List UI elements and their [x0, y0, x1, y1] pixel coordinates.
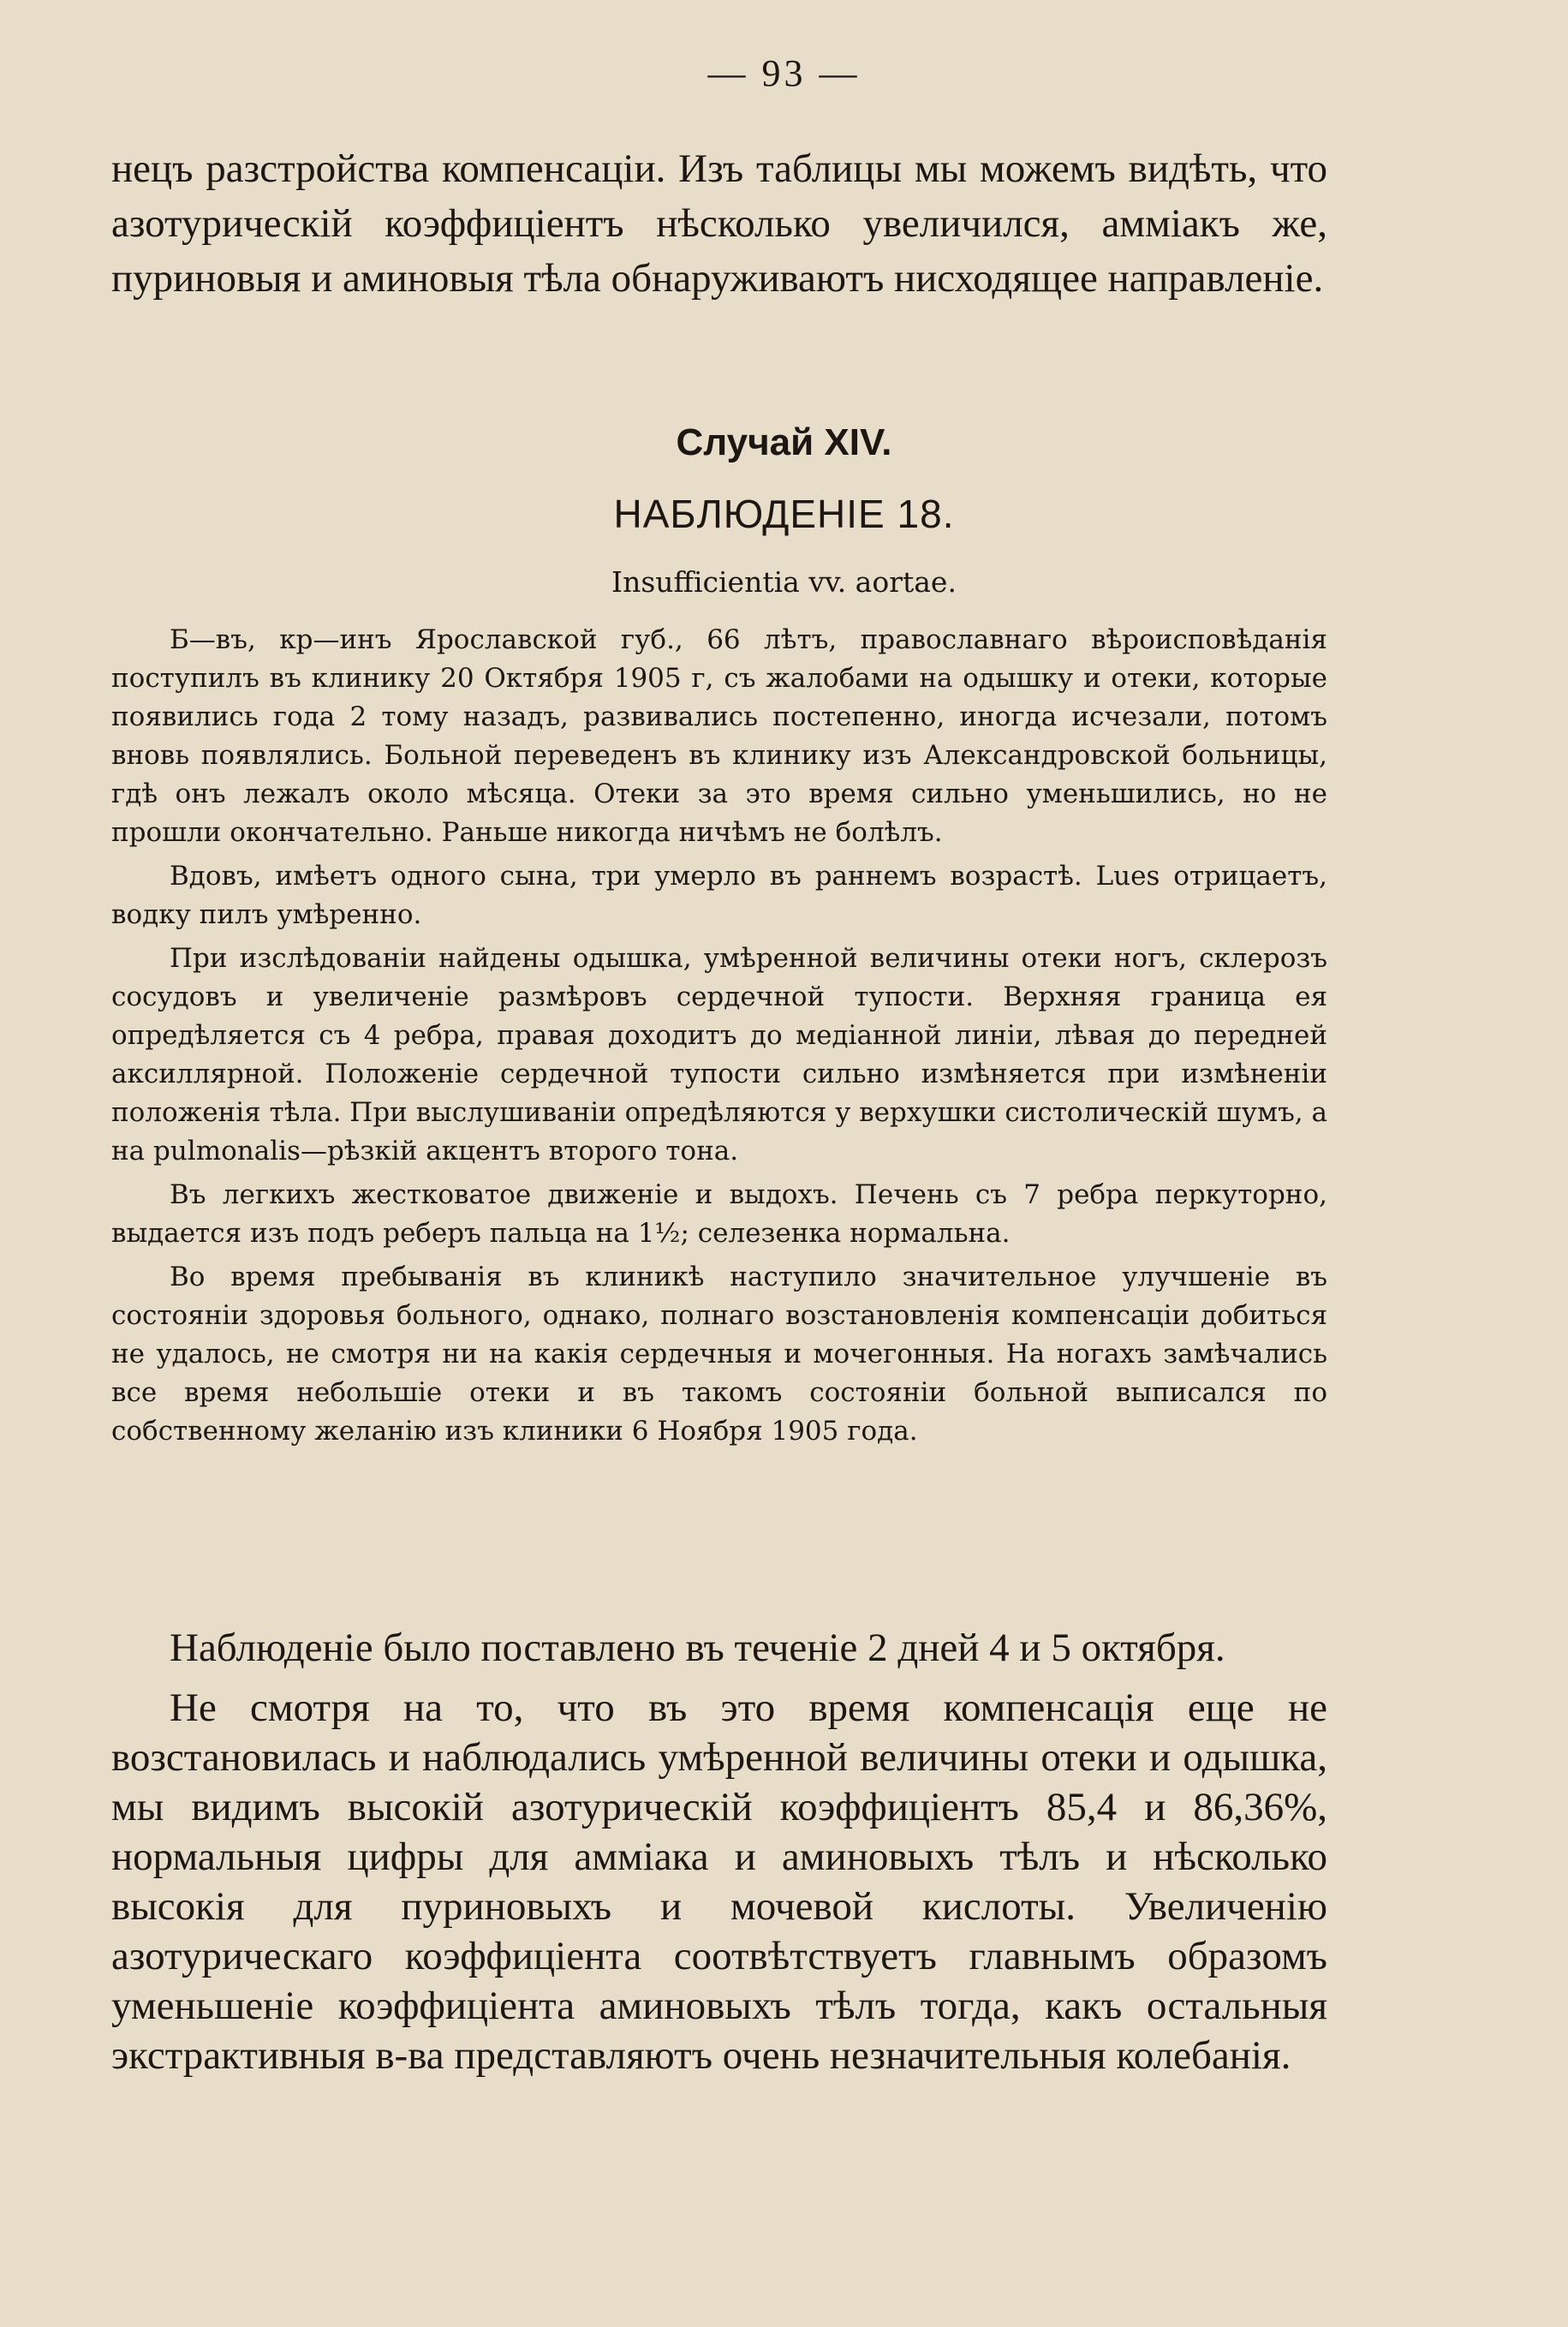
case-history-paragraph: Б—въ, кр—инъ Ярославской губ., 66 лѣтъ, православнаго вѣроисповѣданія поступилъ въ клинику 20 Октября 1905 г, съ жалобами на одышку и отеки, которые появились года 2 тому назадъ, развивались постепенно, иногда исчезали, потомъ вновь появлялись. Больной переведенъ въ клинику изъ Александровской больницы, гдѣ онъ лежалъ около мѣсяца. Отеки за это время сильно уменьшились, но не прошли окончательно. Раньше никогда ничѣмъ не болѣлъ. [111, 624, 1327, 848]
discussion-paragraph: Наблюденіе было поставлено въ теченіе 2 дней 4 и 5 октября. [170, 1626, 1225, 1670]
diagnosis: Insufficientia vv. aortae. [611, 565, 957, 599]
page-number: — 93 — [707, 52, 861, 94]
case-title: Случай XIV. [676, 421, 892, 463]
case-history-paragraph: Вдовъ, имѣетъ одного сына, три умерло въ раннемъ возрастѣ. Lues отрицаетъ, водку пилъ умѣренно. [111, 861, 1327, 930]
case-history [111, 621, 1327, 1456]
discussion [111, 1623, 1327, 2091]
case-history-paragraph: При изслѣдованіи найдены одышка, умѣренной величины отеки ногъ, склерозъ сосудовъ и увеличеніе размѣровъ сердечной тупости. Верхняя граница ея опредѣляется съ 4 ребра, правая доходитъ до медіанной линіи, лѣвая до передней аксиллярной. Положеніе сердечной тупости сильно измѣняется при измѣненіи положенія тѣла. При выслушиваніи опредѣляются у верхушки систолическій шумъ, а на pulmonalis—рѣзкій акцентъ второго тона. [111, 943, 1327, 1166]
lead-paragraph: нецъ разстройства компенсаціи. Изъ таблицы мы можемъ видѣть, что азотурическій коэффиціентъ нѣсколько увеличился, аммiакъ же, пуриновыя и аминовыя тѣла обнаруживаютъ нисходящее направленіе. [111, 146, 1327, 301]
observation-title: НАБЛЮДЕНІЕ 18. [613, 492, 955, 536]
case-history-paragraph: Въ легкихъ жестковатое движеніе и выдохъ. Печень съ 7 ребра перкуторно, выдается изъ подъ реберъ пальца на 1½; селезенка нормальна. [111, 1179, 1327, 1249]
discussion-paragraph: Не смотря на то, что въ это время компенсація еще не возстановилась и наблюдались умѣренной величины отеки и одышка, мы видимъ высокій азотурическій коэффиціентъ 85,4 и 86,36%, нормальныя цифры для аммiака и аминовыхъ тѣлъ и нѣсколько высокія для пуриновыхъ и мочевой кислоты. Увеличенію азотурическаго коэффиціента соотвѣтствуетъ главнымъ образомъ уменьшеніе коэффиціента аминовыхъ тѣлъ тогда, какъ остальныя экстрактивныя в-ва представляютъ очень незначительныя колебанія. [111, 1686, 1327, 2078]
case-history-paragraph: Во время пребыванія въ клиникѣ наступило значительное улучшеніе въ состояніи здоровья больного, однако, полнаго возстановленія компенсаціи добиться не удалось, не смотря ни на какія сердечныя и мочегонныя. На ногахъ замѣчались все время небольшіе отеки и въ такомъ состояніи больной выписался по собственному желанію изъ клиники 6 Ноября 1905 года. [111, 1262, 1327, 1447]
lead-paragraph-block [111, 141, 1327, 306]
